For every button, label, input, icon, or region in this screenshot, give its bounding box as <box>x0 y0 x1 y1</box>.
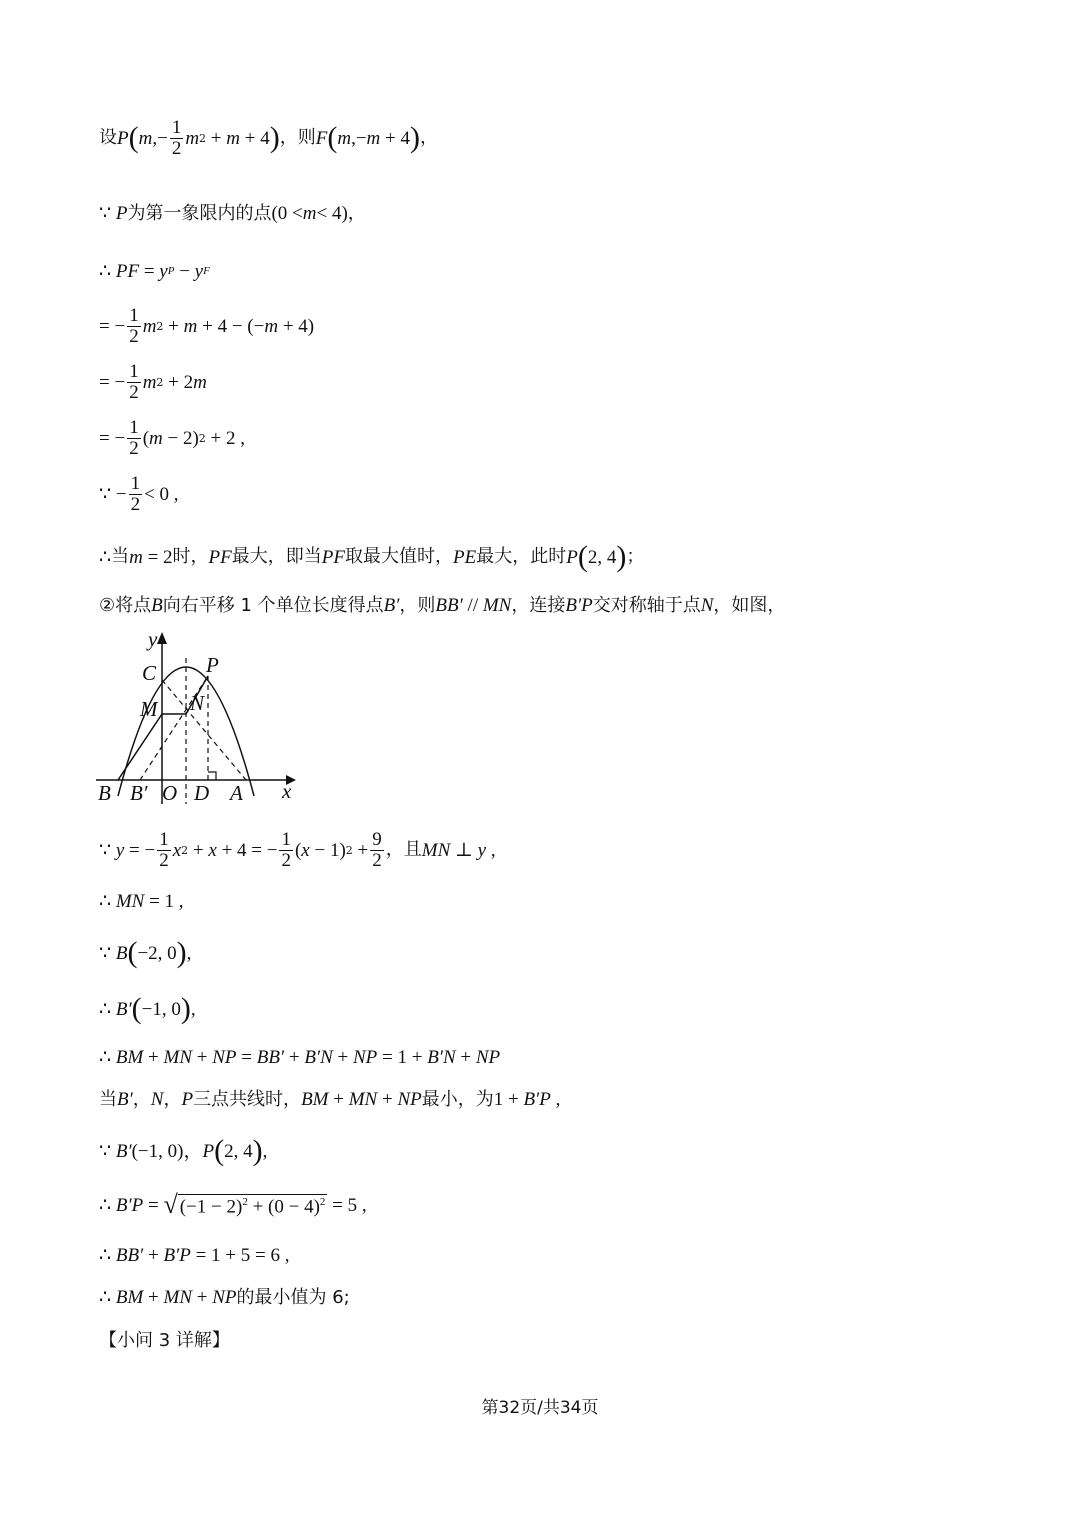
line-min-value: ∴ BM + MN + NP 的最小值为 6; <box>99 1286 350 1308</box>
label-P: P <box>206 653 219 677</box>
line-vertex-form: ∵ y = − $\frac{1}{2}$ x 2 + x + 4 = − $\frac{1}{2}$ ( x − 1) 2 + $\frac{9}{2}$ ，且 MN ⊥ y , <box>99 829 496 871</box>
label-M: M <box>140 697 158 721</box>
line-negative-half: ∵ − $\frac{1}{2}$ < 0 , <box>99 473 179 515</box>
line-pf-def: ∴ PF = y P − y F <box>99 261 210 282</box>
parabola-figure <box>96 628 296 808</box>
label-y: y <box>148 628 158 651</box>
label-O: O <box>162 781 178 805</box>
label-A: A <box>230 781 243 805</box>
label-N: N <box>190 691 205 715</box>
page-footer: 第32页/共34页 <box>481 1398 599 1418</box>
line-sum-identity: ∴ BM + MN + NP = BB′ + B′N + NP = 1 + B′N + NP <box>99 1047 501 1068</box>
label-B: B <box>98 781 111 805</box>
label-Bprime: B′ <box>130 781 148 805</box>
line-mn-eq-1: ∴ MN = 1 , <box>99 891 184 912</box>
line-pf-step2: = − $\frac{1}{2}$ m 2 + 2 m <box>99 361 207 403</box>
line-set-p: 设 P ( m ,− $\frac{1}{2}$ m 2 + m + 4 ) ，则 F ( m ,− m + 4 ) ， <box>99 117 438 159</box>
line-bprime-p-coords: ∵ B′ (−1, 0)， P ( 2, 4 ) , <box>99 1134 268 1167</box>
line-pf-step3: = − $\frac{1}{2}$ ( m − 2) 2 + 2 , <box>99 417 246 459</box>
label-D: D <box>194 781 210 805</box>
line-max-pf: ∴ 当 m = 2 时， PF 最大，即当 PF 取最大值时， PE 最大，此时 P ( 2, 4 ) ； <box>99 540 645 573</box>
line-total: ∴ BB′ + B′P = 1 + 5 = 6 , <box>99 1245 290 1266</box>
line-translate-b: ②将点 B 向右平移 1 个单位长度得点 B′ ，则 BB′ // MN ，连接 B′P 交对称轴于点 N ，如图， <box>99 594 786 616</box>
line-collinear: 当 B′ ， N ， P 三点共线时， BM + MN + NP 最小，为 1 + B′P , <box>99 1088 561 1110</box>
label-x: x <box>282 779 292 803</box>
line-bprime-coord: ∴ B′ ( −1, 0 ) , <box>99 992 196 1025</box>
section-heading-q3: 【小问 3 详解】 <box>99 1330 230 1351</box>
label-C: C <box>142 661 157 685</box>
line-bprime-p-length: ∴ B′P = √ $(-1 - 2)^2 + (0 - 4)^2$ = 5 , <box>99 1190 367 1219</box>
line-b-coord: ∵ B ( −2, 0 ) , <box>99 936 192 969</box>
line-pf-step1: = − $\frac{1}{2}$ m 2 + m + 4 − (− m + 4) <box>99 305 315 347</box>
line-p-first-quadrant: ∵ P 为第一象限内的点 (0 < m < 4) ， <box>99 202 366 224</box>
fraction: $\frac{1}{2}$ <box>171 117 182 159</box>
